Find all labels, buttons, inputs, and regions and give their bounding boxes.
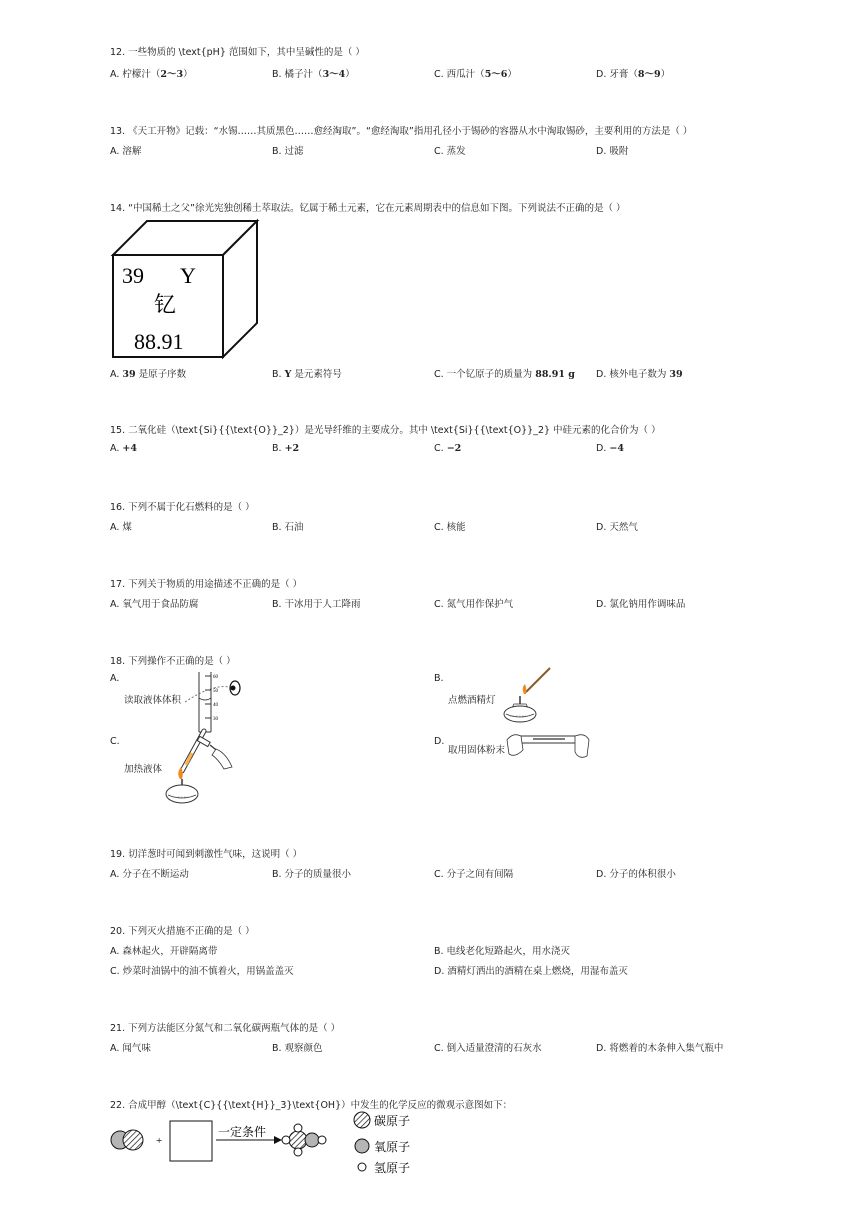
q17-option-b[interactable]: B. 干冰用于人工降雨 xyxy=(272,599,361,610)
solid-powder-illustration xyxy=(505,726,591,768)
legend-oxygen-swatch xyxy=(355,1139,369,1153)
q16-option-d[interactable]: D. 天然气 xyxy=(596,522,638,533)
q17-option-a[interactable]: A. 氧气用于食品防腐 xyxy=(110,599,199,610)
alcohol-lamp-lighting-illustration xyxy=(496,664,556,726)
scale-mark-40: 40 xyxy=(213,703,218,708)
option-b-value: Y xyxy=(284,369,292,380)
q15-option-a[interactable] xyxy=(110,443,137,454)
carbon-atom xyxy=(123,1130,143,1150)
q14-option-d[interactable] xyxy=(596,366,683,380)
legend-hydrogen-swatch xyxy=(358,1163,366,1171)
oxygen-atom xyxy=(305,1133,319,1147)
q19-option-d[interactable]: D. 分子的体积很小 xyxy=(596,869,676,880)
q18-option-c-letter[interactable]: C. xyxy=(110,736,120,747)
q21-option-c[interactable]: C. 倒入适量澄清的石灰水 xyxy=(434,1043,542,1054)
q14-option-a[interactable] xyxy=(110,366,186,380)
option-c-prefix: C. xyxy=(434,443,447,454)
q19-stem: 19. 切洋葱时可闻到刺激性气味，这说明（ ） xyxy=(110,849,303,860)
q16-stem: 16. 下列不属于化石燃料的是（ ） xyxy=(110,502,255,513)
q20-option-a[interactable]: A. 森林起火，开辟隔离带 xyxy=(110,946,218,957)
option-a-prefix: A. xyxy=(110,443,123,454)
reaction-micro-diagram xyxy=(106,1110,426,1178)
option-b-value: +2 xyxy=(284,443,300,454)
option-d-prefix: D. 牙膏（ xyxy=(596,69,638,80)
q14-option-b[interactable] xyxy=(272,366,342,380)
q15-option-b[interactable] xyxy=(272,443,299,454)
option-b-prefix: B. xyxy=(272,443,285,454)
hydrogen-atom xyxy=(282,1136,290,1144)
q18-stem: 18. 下列操作不正确的是（ ） xyxy=(110,656,236,667)
q18-option-d-label: 取用固体粉末 xyxy=(448,745,506,756)
q20-option-b[interactable]: B. 电线老化短路起火，用水浇灭 xyxy=(434,946,571,957)
element-symbol: Y xyxy=(180,263,196,288)
q18-option-b-label: 点燃酒精灯 xyxy=(448,695,496,706)
hand-icon xyxy=(507,735,523,756)
option-b-prefix: B. xyxy=(272,369,285,380)
q15-option-d[interactable] xyxy=(596,443,624,454)
q21-stem: 21. 下列方法能区分氮气和二氧化碳两瓶气体的是（ ） xyxy=(110,1023,341,1034)
q20-option-c[interactable]: C. 炒菜时油锅中的油不慎着火，用锅盖盖灭 xyxy=(110,966,294,977)
option-b-suffix: ） xyxy=(345,69,355,80)
q16-option-c[interactable]: C. 核能 xyxy=(434,522,466,533)
q14-stem: 14. “中国稀土之父”徐光宪独创稀土萃取法。钇属于稀土元素，它在元素周期表中的信息如下图。下列说法不正确的是（ ） xyxy=(110,203,626,214)
q12-option-c[interactable] xyxy=(434,66,517,80)
element-card-cube xyxy=(110,218,260,360)
q13-option-c[interactable]: C. 蒸发 xyxy=(434,146,466,157)
q17-option-d[interactable]: D. 氯化钠用作调味品 xyxy=(596,599,686,610)
q15-option-c[interactable] xyxy=(434,443,461,454)
element-atomic-number: 39 xyxy=(122,263,144,288)
option-c-value: 5～6 xyxy=(484,69,508,80)
q13-option-d[interactable]: D. 吸附 xyxy=(596,146,629,157)
q18-option-b-letter[interactable]: B. xyxy=(434,673,444,684)
q16-option-a[interactable]: A. 煤 xyxy=(110,522,132,533)
scale-mark-30: 30 xyxy=(213,717,218,722)
option-a-prefix: A. xyxy=(110,369,123,380)
cylinder-reading-illustration xyxy=(185,668,245,734)
q20-stem: 20. 下列灭火措施不正确的是（ ） xyxy=(110,926,255,937)
q18-option-a-label: 读取液体体积 xyxy=(124,695,182,706)
legend-hydrogen-label: 氢原子 xyxy=(374,1161,411,1175)
q20-option-d[interactable]: D. 酒精灯洒出的酒精在桌上燃烧，用湿布盖灭 xyxy=(434,966,628,977)
q18-option-c-label: 加热液体 xyxy=(124,764,163,775)
hydrogen-atom xyxy=(294,1124,302,1132)
q18-option-d-letter[interactable]: D. xyxy=(434,736,445,747)
q19-option-c[interactable]: C. 分子之间有间隔 xyxy=(434,869,514,880)
scale-mark-60: 60 xyxy=(213,675,218,680)
q12-option-a[interactable] xyxy=(110,66,193,80)
q19-option-a[interactable]: A. 分子在不断运动 xyxy=(110,869,189,880)
match-stick-icon xyxy=(526,668,550,692)
option-a-suffix: 是原子序数 xyxy=(135,369,187,380)
q18-option-a-letter[interactable]: A. xyxy=(110,673,120,684)
flame-icon xyxy=(523,684,527,694)
option-a-value: +4 xyxy=(122,443,137,454)
option-a-value: 39 xyxy=(122,369,136,380)
option-b-prefix: B. 橘子汁（ xyxy=(272,69,323,80)
option-a-suffix: ） xyxy=(183,69,193,80)
option-b-suffix: 是元素符号 xyxy=(291,369,342,380)
q13-option-b[interactable]: B. 过滤 xyxy=(272,146,304,157)
option-d-value: −4 xyxy=(609,443,624,454)
option-d-suffix: ） xyxy=(660,69,671,80)
q21-option-b[interactable]: B. 观察颜色 xyxy=(272,1043,323,1054)
hand-icon xyxy=(575,735,589,758)
q17-option-c[interactable]: C. 氮气用作保护气 xyxy=(434,599,514,610)
reaction-condition: 一定条件 xyxy=(218,1125,267,1139)
option-c-value: −2 xyxy=(446,443,462,454)
q22-stem: 22. 合成甲醇（\text{C}{{\text{H}}_3}\text{OH}）中发生的化学反应的微观示意图如下： xyxy=(110,1100,513,1111)
hydrogen-atom xyxy=(294,1148,302,1156)
q21-option-a[interactable]: A. 闻气味 xyxy=(110,1043,151,1054)
q19-option-b[interactable]: B. 分子的质量很小 xyxy=(272,869,352,880)
hand-icon xyxy=(212,749,232,769)
legend-oxygen-label: 氧原子 xyxy=(374,1140,411,1154)
option-d-value: 39 xyxy=(669,369,683,380)
option-a-prefix: A. 柠檬汁（ xyxy=(110,69,161,80)
heating-liquid-illustration xyxy=(160,727,236,807)
option-a-value: 2～3 xyxy=(160,69,184,80)
q15-stem: 15. 二氧化硅（\text{Si}{{\text{O}}_2}）是光导纤维的主要成分。其中 \text{Si}{{\text{O}}_2} 中硅元素的化合价为（ ） xyxy=(110,425,661,436)
q21-option-d[interactable]: D. 将燃着的木条伸入集气瓶中 xyxy=(596,1043,724,1054)
q12-stem: 12. 一些物质的 \text{pH} 范围如下，其中呈碱性的是（ ） xyxy=(110,47,365,58)
carbon-atom xyxy=(289,1131,307,1149)
q12-option-b[interactable] xyxy=(272,66,355,80)
option-c-value: 88.91 g xyxy=(535,369,575,380)
option-d-prefix: D. xyxy=(596,443,610,454)
element-atomic-mass: 88.91 xyxy=(134,329,184,354)
plus-sign: + xyxy=(156,1135,163,1147)
unknown-reactant-box xyxy=(170,1121,212,1161)
q13-stem: 13. 《天工开物》记载：“水锡……其质黑色……愈经淘取”。“愈经淘取”指用孔径小于锡砂的容器从水中淘取锡砂，主要利用的方法是（ ） xyxy=(110,126,693,137)
legend-carbon-label: 碳原子 xyxy=(374,1114,411,1128)
q14-option-c[interactable] xyxy=(434,366,575,380)
option-d-value: 8～9 xyxy=(637,69,661,80)
scale-mark-50: 50 xyxy=(213,689,218,694)
q12-option-d[interactable] xyxy=(596,66,670,80)
option-d-prefix: D. 核外电子数为 xyxy=(596,369,670,380)
q16-option-b[interactable]: B. 石油 xyxy=(272,522,304,533)
hydrogen-atom xyxy=(318,1136,326,1144)
option-b-value: 3～4 xyxy=(322,69,346,80)
q13-option-a[interactable]: A. 溶解 xyxy=(110,146,142,157)
option-c-prefix: C. 一个钇原子的质量为 xyxy=(434,369,536,380)
q17-stem: 17. 下列关于物质的用途描述不正确的是（ ） xyxy=(110,579,303,590)
option-c-suffix: ） xyxy=(507,69,517,80)
element-name: 钇 xyxy=(154,292,177,317)
legend-carbon-swatch xyxy=(354,1112,370,1128)
option-c-prefix: C. 西瓜汁（ xyxy=(434,69,485,80)
